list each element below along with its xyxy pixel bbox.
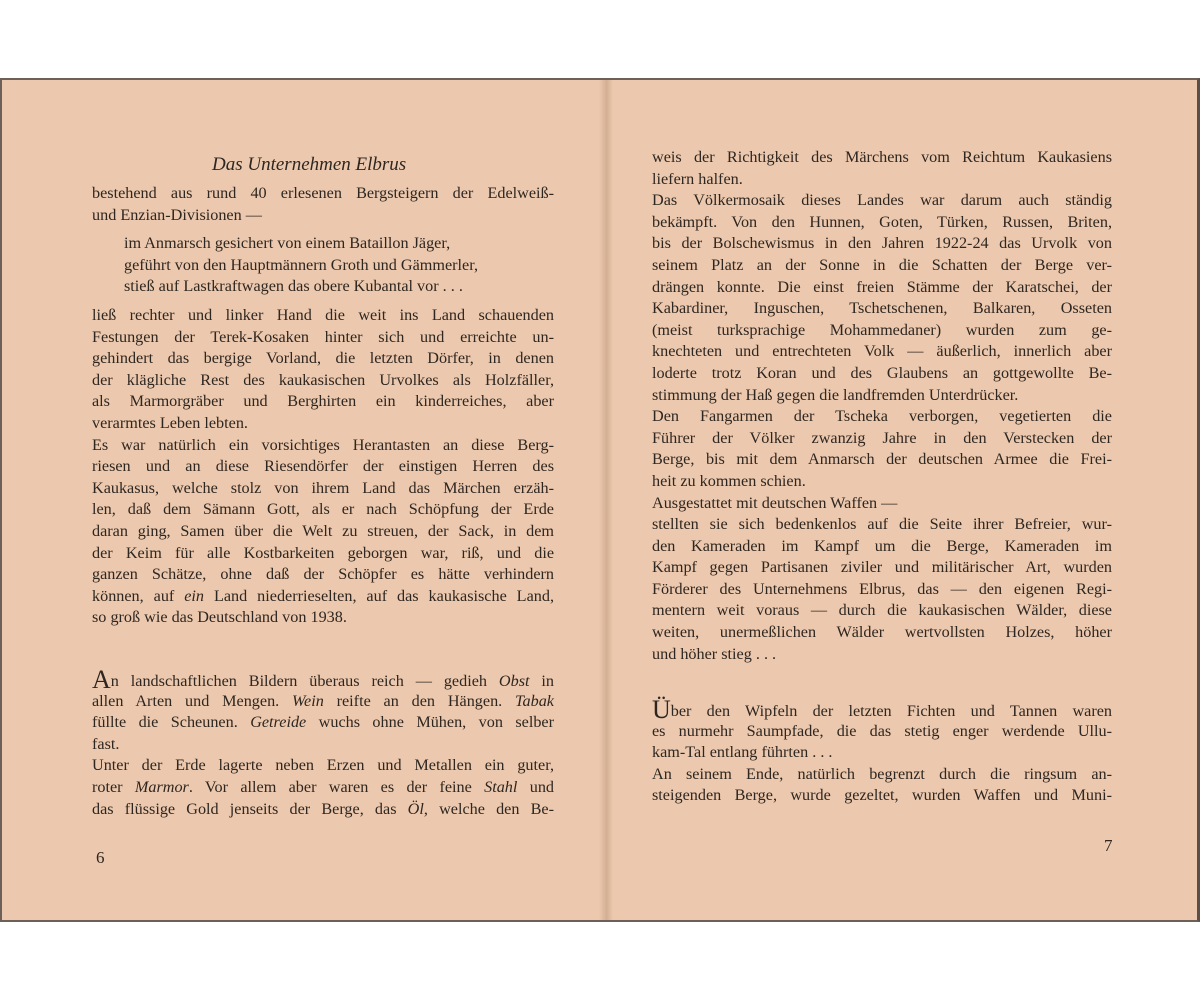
text-run: Land niederrieselten, auf das kaukasische Land, [204,586,554,605]
text-line: den Kameraden im Kampf um die Berge, Kameraden im [652,536,1112,555]
text-line: Den Fangarmen der Tscheka verborgen, vegetierten die [652,407,1112,426]
text-line [92,586,554,608]
italic-word: Wein [292,691,324,710]
text-line: steigenden Berge, wurde gezeltet, wurden Waffen und Muni- [652,786,1112,805]
paragraph-right-end [652,695,1112,807]
drop-cap: Ü [652,695,671,724]
italic-word: Tabak [515,691,554,710]
text-line: geführt von den Hauptmännern Groth und Gämmerler, [124,255,479,274]
italic-word: Stahl [484,777,518,796]
text-line: len, daß dem Sämann Gott, als er nach Schöpfung der Erde [92,500,554,519]
text-run: roter [92,777,135,796]
text-line: im Anmarsch gesichert von einem Bataillon Jäger, [124,234,451,252]
paragraph-right-main [652,147,1112,665]
italic-word: Marmor [134,777,189,796]
text-line: Das Völkermosaik dieses Landes war darum auch ständig [652,191,1112,210]
text-run: wuchs ohne Mühen, von selber [306,713,555,732]
text-line: stellten sie sich bedenkenlos auf die Seite ihrer Befreier, wur- [652,515,1112,534]
page-number-left: 6 [96,848,105,867]
text-line: ganzen Schätze, ohne daß der Schöpfer es hätte verhindern [92,565,554,584]
drop-cap: A [92,665,111,694]
text-run: allen Arten und Mengen. [92,691,293,710]
text-run: ber den Wipfeln der letzten Fichten und Tannen waren [670,702,1112,720]
text-line: Festungen der Terek-Kosaken hinter sich und erreichte un- [92,327,554,346]
text-line: knechteten und entrechteten Volk — äußerlich, innerlich aber [652,342,1112,361]
page-number-right: 7 [1104,836,1113,855]
text-run: reifte an den Hängen. [323,691,516,710]
text-line: der Keim für alle Kostbarkeiten geborgen war, riß, und die [92,543,554,562]
text-run: das flüssige Gold jenseits der Berge, das [92,799,408,818]
text-run: und [517,777,555,796]
text-line: riesen und an diese Riesendörfer der einstigen Herren des [92,457,554,476]
book-spread [0,78,1200,922]
text-line: (meist turksprachige Mohammedaner) wurden zum ge- [652,320,1112,339]
text-line: bestehend aus rund 40 erlesenen Bergsteigern der Edelweiß- [92,184,554,202]
text-run: in [529,672,555,690]
text-line [92,665,555,694]
text-line: drängen konnte. Die einst freien Stämme der Karatschei, der [652,277,1112,296]
text-line [92,799,554,821]
text-line: so groß wie das Deutschland von 1938. [92,608,347,627]
text-run: , welche den Be- [423,799,554,818]
text-line: liefern halfen. [652,169,743,188]
text-line: loderte trotz Koran und des Glaubens an gottgewollte Be- [652,363,1112,382]
text-line: mentern weit voraus — durch die kaukasischen Wälder, diese [652,601,1112,620]
text-line: weiten, unermeßlichen Wälder wertvollsten Holzes, höher [652,623,1112,642]
text-line: gehindert das bergige Vorland, die letzten Dörfer, in denen [92,349,554,368]
text-line: ließ rechter und linker Hand die weit ins Land schauenden [92,306,554,324]
text-line: Kampf gegen Partisanen ziviler und militärischer Art, wurden [652,558,1112,577]
text-line: seinem Platz an der Sonne in die Schatten der Berge ver- [652,255,1112,274]
text-run: füllte die Scheunen. [92,713,251,732]
paragraph-intro [92,183,554,226]
text-line [92,691,554,713]
text-line: kam-Tal entlang führten . . . [652,743,833,762]
text-run: n landschaftlichen Bildern überaus reich — gedieh [110,672,499,690]
text-run: . Vor allem aber waren es der feine [188,777,485,796]
running-head: Das Unternehmen Elbrus [212,154,407,175]
text-line: stimmung der Haß gegen die landfremden Unterdrücker. [652,385,1019,404]
indented-block [124,233,564,298]
text-line: weis der Richtigkeit des Märchens vom Reichtum Kaukasiens [652,148,1112,166]
paragraph-main [92,305,554,629]
text-line: Förderer des Unternehmens Elbrus, das — den eigenen Regi- [652,579,1112,598]
text-line: Unter der Erde lagerte neben Erzen und Metallen ein guter, [92,756,554,775]
text-line: Kaukasus, welche stolz von ihrem Land das Märchen erzäh- [92,478,554,497]
text-line: bis der Bolschewismus in den Jahren 1922-24 das Urvolk von [652,234,1112,253]
text-line: Führer der Völker zwanzig Jahre in den Verstecken der [652,428,1112,447]
text-line: es nurmehr Saumpfade, die das stetig enger werdende Ullu- [652,721,1112,740]
right-page [606,80,1200,920]
text-line: Berge, bis mit dem Anmarsch der deutschen Armee die Frei- [652,450,1112,469]
text-line: und Enzian-Divisionen — [92,205,262,224]
text-line [92,712,554,734]
text-line [92,777,554,799]
italic-word: ein [184,586,205,605]
paragraph-landscape [92,665,555,820]
text-line [652,695,1112,724]
text-line: An seinem Ende, natürlich begrenzt durch die ringsum an- [652,764,1112,783]
text-line: fast. [92,734,120,753]
text-line: daran ging, Samen über die Welt zu streuen, der Sack, in dem [92,521,554,540]
text-run: können, auf [92,586,185,605]
italic-word: Obst [498,672,530,690]
italic-word: Getreide [250,713,307,732]
text-line: verarmtes Leben lebten. [92,413,248,432]
italic-word: Öl [407,799,424,818]
text-line: Ausgestattet mit deutschen Waffen — [652,493,898,512]
text-line: Es war natürlich ein vorsichtiges Herantasten an diese Berg- [92,435,554,454]
text-line: und höher stieg . . . [652,644,777,663]
text-line: bekämpft. Von den Hunnen, Goten, Türken, Russen, Briten, [652,212,1112,231]
text-line: als Marmorgräber und Berghirten ein kinderreiches, aber [92,392,554,411]
text-line: der klägliche Rest des kaukasischen Urvolkes als Holzfäller, [92,370,554,389]
left-page [2,80,602,920]
text-line: stieß auf Lastkraftwagen das obere Kubantal vor . . . [124,277,463,296]
text-line: heit zu kommen schien. [652,471,806,490]
text-line: Kabardiner, Inguschen, Tschetschenen, Balkaren, Osseten [652,299,1112,318]
